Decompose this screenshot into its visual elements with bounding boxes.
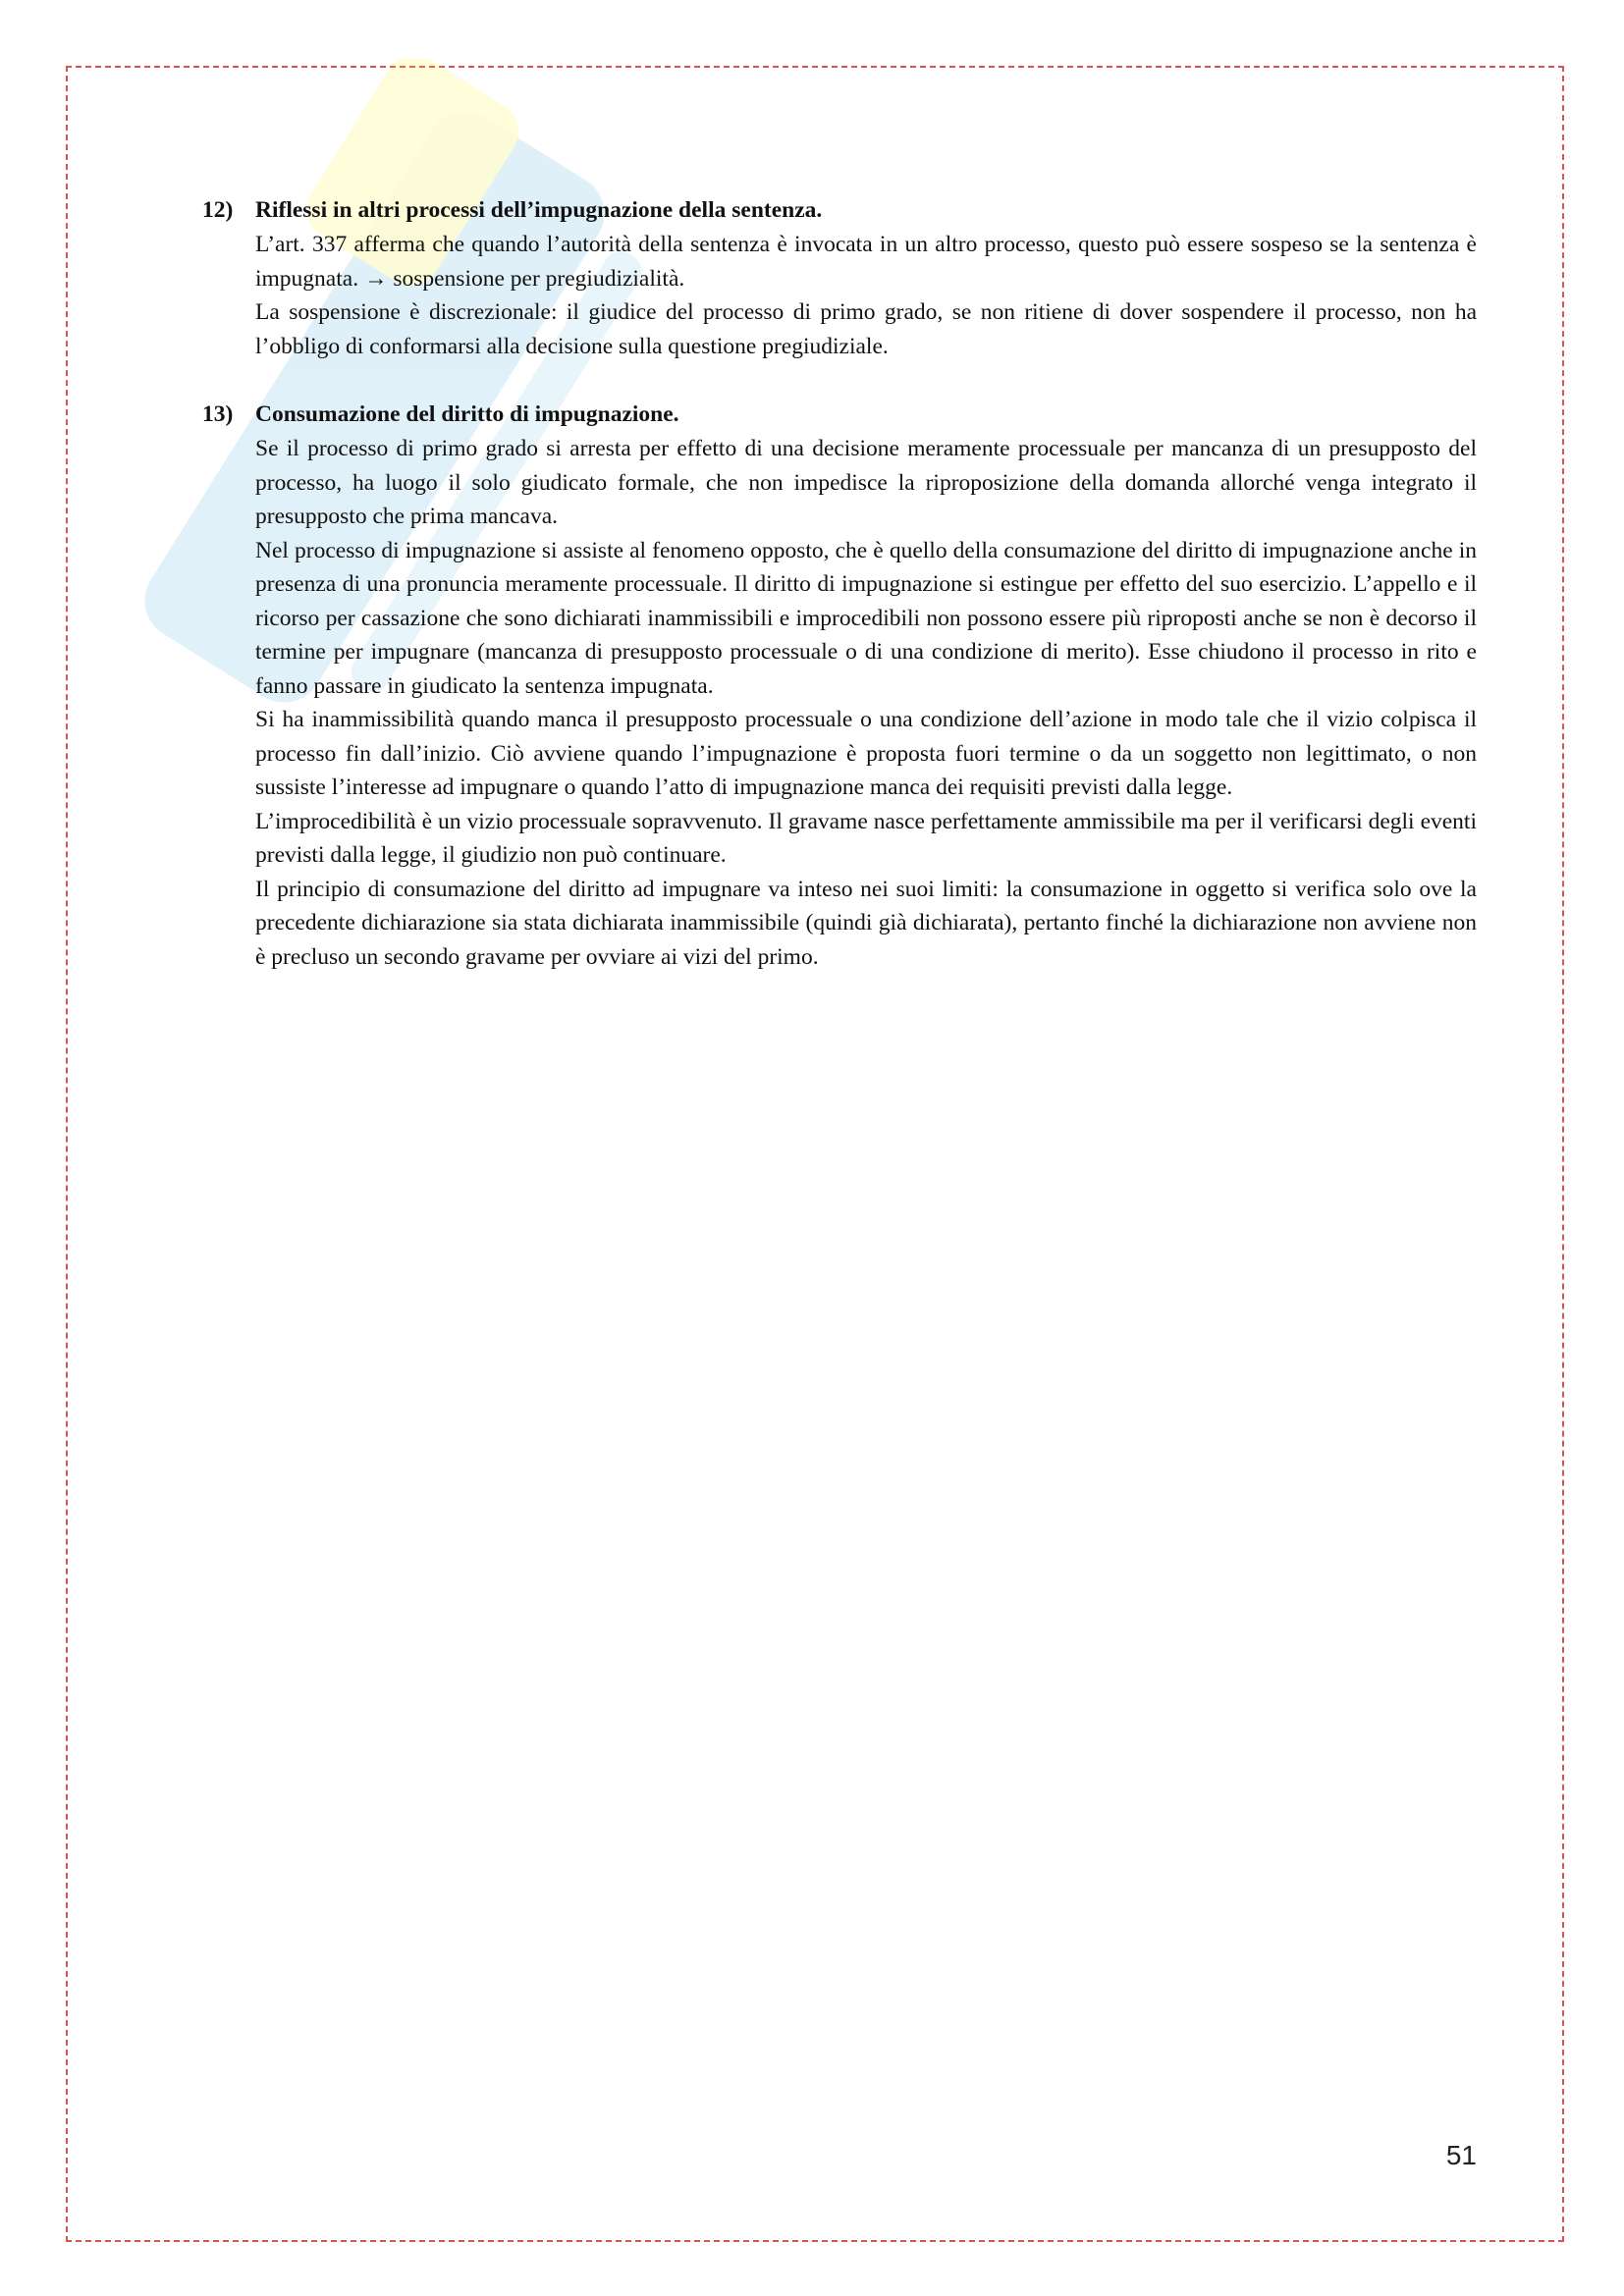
- section-number: 12): [202, 197, 234, 223]
- paragraph: Si ha inammissibilità quando manca il presupposto processuale o una condizione dell’azione in modo tale che il vizio colpisca il processo fin dall’inizio. Ciò avviene quando l’impugnazione è proposta fuori termine o da un soggetto non legittimato, o non sussiste l’interesse ad impugnare o quando l’atto di impugnazione manca dei requisiti previsti dalla legge.: [255, 707, 1477, 800]
- section-body: [202, 228, 1477, 363]
- page-number: 51: [1445, 2140, 1477, 2170]
- section-heading: [202, 193, 1477, 228]
- section-heading: [202, 398, 1477, 432]
- section-title: Riflessi in altri processi dell’impugnazione della sentenza.: [255, 197, 823, 223]
- paragraph: Se il processo di primo grado si arresta per effetto di una decisione meramente processuale per mancanza di un presupposto del processo, ha luogo il solo giudicato formale, che non impedisce la riproposizione della domanda allorché venga integrato il presupposto che prima mancava.: [255, 436, 1477, 529]
- paragraph: Il principio di consumazione del diritto ad impugnare va inteso nei suoi limiti: la consumazione in oggetto si verifica solo ove la precedente dichiarazione sia stata dichiarata inammissibile (quindi già dichiarata), pertanto finché la dichiarazione non avviene non è precluso un secondo gravame per ovviare ai vizi del primo.: [255, 876, 1477, 970]
- paragraph: Nel processo di impugnazione si assiste al fenomeno opposto, che è quello della consumazione del diritto di impugnazione anche in presenza di una pronuncia meramente processuale. Il diritto di impugnazione si estingue per effetto del suo esercizio. L’appello e il ricorso per cassazione che sono dichiarati inammissibili e improcedibili non possono essere più riproposti anche se non è decorso il termine per impugnare (mancanza di presupposto processuale o di una condizione di merito). Esse chiudono il processo in rito e fanno passare in giudicato la sentenza impugnata.: [255, 537, 1477, 699]
- section-number: 13): [202, 401, 234, 427]
- paragraph: L’improcedibilità è un vizio processuale sopravvenuto. Il gravame nasce perfettamente ammissibile ma per il verificarsi degli eventi previsti dalla legge, il giudizio non può continuare.: [255, 808, 1477, 868]
- paragraph: La sospensione è discrezionale: il giudice del processo di primo grado, se non ritiene di dover sospendere il processo, non ha l’obbligo di conformarsi alla decisione sulla questione pregiudiziale.: [255, 299, 1477, 359]
- paragraph: L’art. 337 afferma che quando l’autorità della sentenza è invocata in un altro processo, questo può essere sospeso se la sentenza è impugnata. → sospensione per pregiudizialità.: [255, 232, 1477, 292]
- section-12: [202, 193, 1477, 363]
- section-13: [202, 398, 1477, 974]
- section-title: Consumazione del diritto di impugnazione.: [255, 401, 679, 427]
- document-content: [202, 193, 1477, 1008]
- section-body: [202, 432, 1477, 974]
